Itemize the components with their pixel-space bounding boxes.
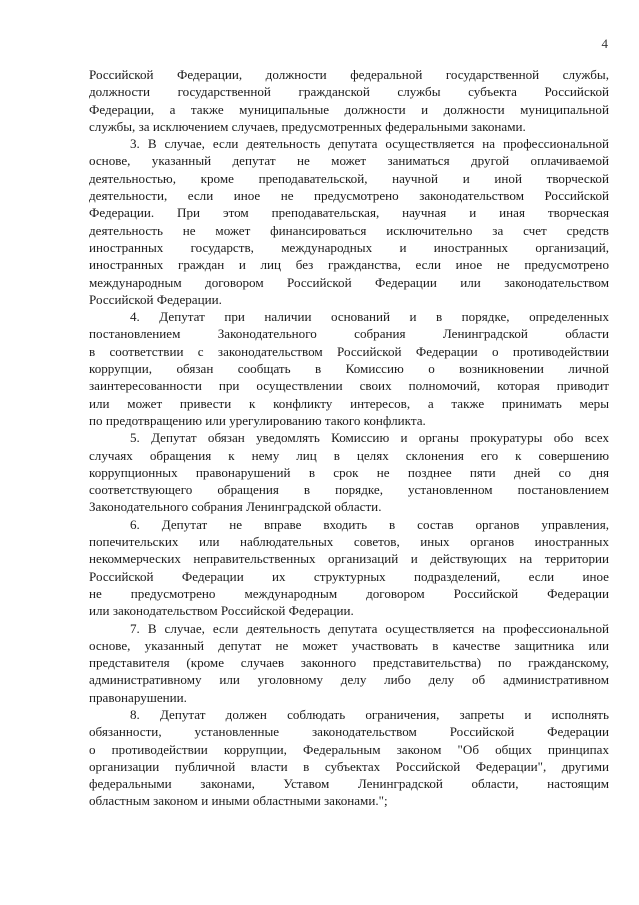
text-line: основе, указанный депутат не может участвовать в качестве защитника или: [89, 637, 609, 653]
text-line: правонарушении.: [89, 689, 187, 705]
text-line: областным законом и иными областными законами.";: [89, 793, 388, 809]
text-line: в соответствии с законодательством Российской Федерации о противодействии: [89, 343, 609, 359]
text-line: Российской Федерации, должности федеральной государственной службы,: [89, 67, 609, 82]
page-number: 4: [601, 36, 608, 51]
text-line: 6. Депутат не вправе входить в состав органов управления,: [130, 516, 609, 532]
text-line: службы, за исключением случаев, предусмотренных федеральными законами.: [89, 118, 526, 134]
text-line: обязанности, установленные законодательством Российской Федерации: [89, 724, 609, 740]
text-line: по предотвращению или урегулированию такого конфликта.: [89, 412, 426, 428]
text-line: должности государственной гражданской службы субъекта Российской: [89, 84, 609, 100]
text-line: 8. Депутат должен соблюдать ограничения, запреты и исполнять: [130, 706, 609, 722]
paragraph: [89, 66, 609, 135]
text-line: основе, указанный депутат не может заниматься другой оплачиваемой: [89, 153, 609, 169]
text-line: соответствующего обращения в порядке, установленном постановлением: [89, 482, 609, 498]
text-line: или может привести к конфликту интересов, а также принимать меры: [89, 395, 609, 411]
text-line: о противодействии коррупции, Федеральным законом "Об общих принципах: [89, 741, 609, 757]
text-line: 4. Депутат при наличии оснований и в порядке, определенных: [130, 309, 609, 325]
text-line: 3. В случае, если деятельность депутата осуществляется на профессиональной: [130, 136, 609, 152]
text-line: Федерации, а также муниципальные должности и должности муниципальной: [89, 101, 609, 117]
text-line: постановлением Законодательного собрания Ленинградской области: [89, 326, 609, 342]
text-line: Российской Федерации.: [89, 291, 222, 307]
paragraph: [89, 706, 609, 810]
text-line: деятельность не может финансироваться исключительно за счет средств: [89, 222, 609, 238]
text-line: Российской Федерации их структурных подразделений, если иное: [89, 568, 609, 584]
text-line: федеральными законами, Уставом Ленинградской области, настоящим: [89, 776, 609, 792]
text-line: иностранных граждан и лиц без гражданства, если иное не предусмотрено: [89, 257, 609, 273]
text-line: коррупционных правонарушений в срок не позднее пяти дней со дня: [89, 464, 609, 480]
paragraph: [89, 308, 609, 429]
text-line: административному или уголовному делу либо делу об административном: [89, 672, 609, 688]
text-line: 7. В случае, если деятельность депутата осуществляется на профессиональной: [130, 620, 609, 636]
text-line: деятельности, если иное не предусмотрено законодательством Российской: [89, 188, 609, 204]
paragraph: [89, 620, 609, 706]
text-line: Законодательного собрания Ленинградской области.: [89, 499, 382, 515]
paragraph: [89, 516, 609, 620]
text-line: не предусмотрено международным договором Российской Федерации: [89, 585, 609, 601]
paragraph: [89, 135, 609, 308]
text-line: коррупции, обязан сообщать в Комиссию о возникновении личной: [89, 361, 609, 377]
text-line: попечительских или наблюдательных советов, иных органов иностранных: [89, 534, 609, 550]
text-line: международным договором Российской Федерации или законодательством: [89, 274, 609, 290]
text-line: представителя (кроме случаев законного представительства) по гражданскому,: [89, 655, 609, 671]
text-line: заинтересованности при осуществлении своих полномочий, которая приводит: [89, 378, 609, 394]
text-line: 5. Депутат обязан уведомлять Комиссию и органы прокуратуры обо всех: [130, 430, 609, 446]
text-line: деятельностью, кроме преподавательской, научной и иной творческой: [89, 170, 609, 186]
text-line: или законодательством Российской Федерации.: [89, 603, 354, 619]
paragraph: [89, 429, 609, 515]
text-line: организации публичной власти в субъектах Российской Федерации", другими: [89, 758, 609, 774]
text-line: случаях обращения к нему лиц в целях склонения его к совершению: [89, 447, 609, 463]
text-line: некоммерческих неправительственных организаций и действующих на территории: [89, 551, 609, 567]
document-body: [89, 66, 609, 810]
text-line: иностранных государств, международных и иностранных организаций,: [89, 239, 609, 255]
text-line: Федерации. При этом преподавательская, научная и иная творческая: [89, 205, 609, 221]
